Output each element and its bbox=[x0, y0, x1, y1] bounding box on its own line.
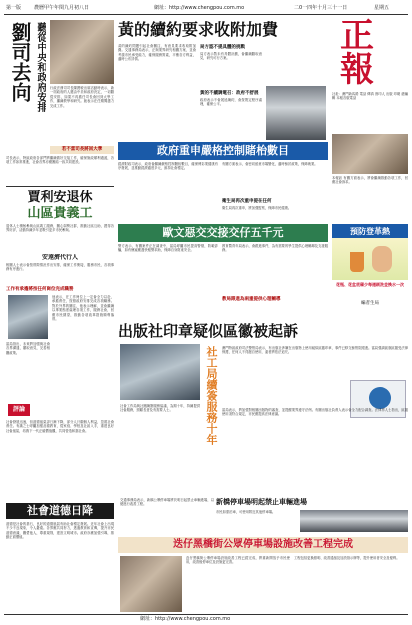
banner2-subtitle: 教局跟進為兩重提供心理輔導 bbox=[222, 297, 281, 302]
bottom-headline-1: 新橋停車場明起禁止車輛進場 bbox=[216, 497, 307, 506]
weekday: 星期五 bbox=[374, 5, 390, 11]
left-story-text-6: 當局指出，未來將加強與社會各界溝通，聽取意見，完善相關政策。 bbox=[6, 342, 50, 355]
left-rule-1 bbox=[6, 186, 114, 187]
left-story-text-3: 退休人士積極參與山區義工服務，關心弱勢社群，推動社區互助，獲得各界好評，活動持續多年並吸引更多市民參與。 bbox=[6, 224, 114, 233]
quote-banner bbox=[50, 146, 114, 154]
left-story-text-5: 他表示，在工作崗位上一定會全力以赴，承擔責任，按照政府安排完成各項職務。對於外界的關注，他表示理解，並會繼續以專業態度處理各項工作，服務社會，回應市民期望，推動各項改革措施順利落實。 bbox=[52, 295, 114, 322]
story-b-title: 黃的不續調電召：政府不舒展 bbox=[200, 91, 259, 96]
bottom-headline-2-block bbox=[118, 537, 408, 553]
bottom-headline-2: 迭仔黑橋街公眾停車場設施改善工程完成 bbox=[173, 539, 353, 550]
right-caption: 編者生局 bbox=[361, 301, 379, 306]
header-bar bbox=[4, 4, 408, 13]
lower-headline: 出版社印章疑似區徽被起訴 bbox=[118, 322, 299, 340]
story-a-title: 局方認不提具體的挑戰 bbox=[200, 45, 245, 50]
parking-photo bbox=[300, 510, 408, 532]
center-story-text-9: 澳門特區政府司法警察局表示，有出版社涉嫌在出版物上使用疑似區徽印章，事件已移交檢察院跟進。當局強調區旗區徽受法律保護，任何人不得擅自使用，違者將依法追究。 bbox=[222, 346, 408, 355]
story3-title: 安遠濟代行人 bbox=[41, 254, 78, 261]
flower-pot-icon bbox=[350, 252, 364, 272]
footer-url[interactable]: 網址：http://www.chengpou.com.mo bbox=[140, 616, 231, 622]
bottom-photo bbox=[120, 556, 182, 612]
ad-title-bar bbox=[332, 224, 408, 238]
top-headline-block bbox=[118, 18, 328, 42]
lunar-date: 農曆甲午年閏九月初八日 bbox=[34, 5, 90, 11]
left-portrait-2 bbox=[8, 295, 48, 339]
left-story-text-2: 司長表示，特區政府各部門將繼續做好交接工作，確保施政順利過渡，各項工作如常推進，社會各界亦應團結一致共同建設。 bbox=[6, 156, 114, 165]
bottom-box bbox=[6, 503, 114, 519]
center-story-text-10: 社會工作局與社團續簽服務協議，為期十年，持續提供社會服務，照顧長者及有需要人士。 bbox=[120, 404, 200, 413]
callout-badge: 評論 bbox=[8, 404, 30, 416]
official-portrait bbox=[50, 20, 114, 84]
center-story-text-7: 警方表示，有關案件正在調查中，當局呼籲市民提高警覺，防範詐騙，如有懷疑應盡快報警求助，保障自身財產安全。 bbox=[118, 244, 218, 253]
emblem-icon bbox=[369, 387, 391, 409]
center-photo-1 bbox=[266, 86, 326, 140]
center-story-text-8: 教育暨青年局表示，會跟進事件，為有需要的學生提供心理輔導及支援服務。 bbox=[222, 244, 328, 253]
quote-text: 若不當司長將回大學 bbox=[61, 147, 103, 152]
mid-headline: 政府重申嚴格控制賭枱數目 bbox=[157, 144, 289, 157]
lower-headline-block bbox=[118, 320, 408, 342]
masthead-photo bbox=[332, 134, 408, 174]
left-story-text-1: 行政法務司司長陳麗敏出席活動時表示，新一屆政府的人選由中央和政府決定，一切聽從安排，如果不再擔任司長會回到大學工作，繼續教學和研究。她表示在任期間盡力完成工作。 bbox=[50, 86, 114, 108]
banner2-text: 歐文惡交交接交仔五千元 bbox=[162, 226, 284, 239]
left-headline: 劉司去向 bbox=[8, 22, 32, 102]
center-story-text-14: 氹仔黑橋街公眾停車場設施改善工程已經完成，將重新開放予市民使用，改善後停車位及設施更完善。 bbox=[186, 556, 290, 565]
right-story-text-1: 本報訊 有關方面表示，將會繼續推動各項工作，回應社會訴求。 bbox=[332, 176, 408, 185]
masthead bbox=[332, 18, 408, 90]
edition-label: 第一版 bbox=[6, 5, 22, 11]
ad-caption: 花瓶、花盆底碟少每週刷洗並換水一次 bbox=[336, 282, 404, 287]
center-story-text-3: 政府表示不會展延續約，會按既定程序處理，確保公平。 bbox=[200, 98, 262, 107]
story3-subtitle: 工作有承擔將按任何崗位完成職務 bbox=[6, 287, 74, 292]
left-story-text-4: 相關人士表示會按實際情況作出安排，確保工作銜接，服務市民，各項事務有序進行。 bbox=[6, 263, 114, 272]
ad-title: 預防登革熱 bbox=[350, 226, 390, 236]
top-headline: 黃的續約要求收附加費 bbox=[118, 20, 279, 39]
center-story-text-1: 黃的續約問題引起社會關注，有意見要求收取附加費。交通事務局表示，正與業界研究相關方案，並會考慮市民承受能力，確保服務質素，平衡各方利益，適時公布詳情。 bbox=[118, 44, 196, 62]
ad-image bbox=[332, 238, 408, 280]
story2-title: 賈利安退休 bbox=[27, 190, 93, 205]
center-story-text-15: 工程包括更換照明、改善通風及加設指示牌等，提升使用者安全及便利。 bbox=[294, 556, 400, 560]
center-story-text-2: 局方表示暫未有具體計劃，會繼續聽取意見，研究可行方案。 bbox=[200, 52, 262, 61]
header-rule bbox=[4, 14, 408, 15]
center-story-text-13: 市民如需泊車，可使用附近其他停車場。 bbox=[216, 510, 276, 514]
bottom-box-title: 社會道德日降 bbox=[27, 504, 93, 517]
vertical-headline: 社工局續簽服務十年 bbox=[205, 346, 218, 445]
bottom-headline-1-block bbox=[216, 496, 408, 508]
center-story-text-5: 有關方面表示，會密切留意市場變化，適時檢討政策，保障就業。 bbox=[222, 162, 318, 166]
center-photo-2 bbox=[120, 344, 200, 400]
left-story-text-7: 社會發展迅速，但道德風氣卻日漸下降，部分人只顧個人利益，忽視社會責任。有識之士呼籲加強品德教育，從家庭、學校及社區入手，重建良好社會風氣，培養下一代正確價值觀，共同營造和諧社會。 bbox=[6, 420, 114, 433]
left-subheadline: 聽從中央和政府安排 bbox=[35, 22, 46, 112]
masthead-char-2: 報 bbox=[340, 50, 374, 90]
center-story-text-11: 當局表示，將加強對相關出版物的審查，並提醒業界遵守法例。有關出版社負責人表示會全力配合調查。法律界人士指出，區徽使用須符合規定，市民應提高法律意識。 bbox=[222, 408, 408, 417]
banner2 bbox=[118, 224, 328, 242]
story-c-title: 衛生局再次重申提在任何 bbox=[222, 199, 272, 204]
issue-date: 二0一四年十月三十一日 bbox=[294, 5, 348, 11]
website-url[interactable]: 網址：http://www.chengpou.com.mo bbox=[154, 5, 245, 11]
masthead-char-1: 正 bbox=[340, 18, 374, 56]
center-story-text-6: 衛生局再次重申，將加強監察，保障市民健康。 bbox=[222, 206, 292, 210]
hand-icon bbox=[372, 246, 392, 272]
left-story-text-8: 道德是社會的基石，良好的道德風氣有助社會穩定發展。近年社會上出現不少不良現象，令人憂慮。各界應共同努力，透過教育和宣傳，提升市民道德意識，關愛他人，尊重規則，建設文明城市。政府亦應加強引導，推動正面價值。 bbox=[6, 522, 114, 540]
masthead-info: 社址：澳門新馬路 電話 傳真 督印人 出版 印刷 總編輯 本報各版電話 bbox=[332, 92, 408, 101]
center-story-text-12: 交通事務局表示，新橋公眾停車場將於明日起禁止車輛進場，以便進行改善工程。 bbox=[120, 498, 214, 507]
mid-headline-banner bbox=[118, 142, 328, 160]
center-story-text-4: 經濟財政司表示，政府會繼續嚴格控制賭枱數目，確保博彩業健康有序發展，並推動經濟適度多元，維持社會穩定。 bbox=[118, 162, 218, 171]
story2-subtitle: 山區貴義工 bbox=[27, 206, 93, 221]
